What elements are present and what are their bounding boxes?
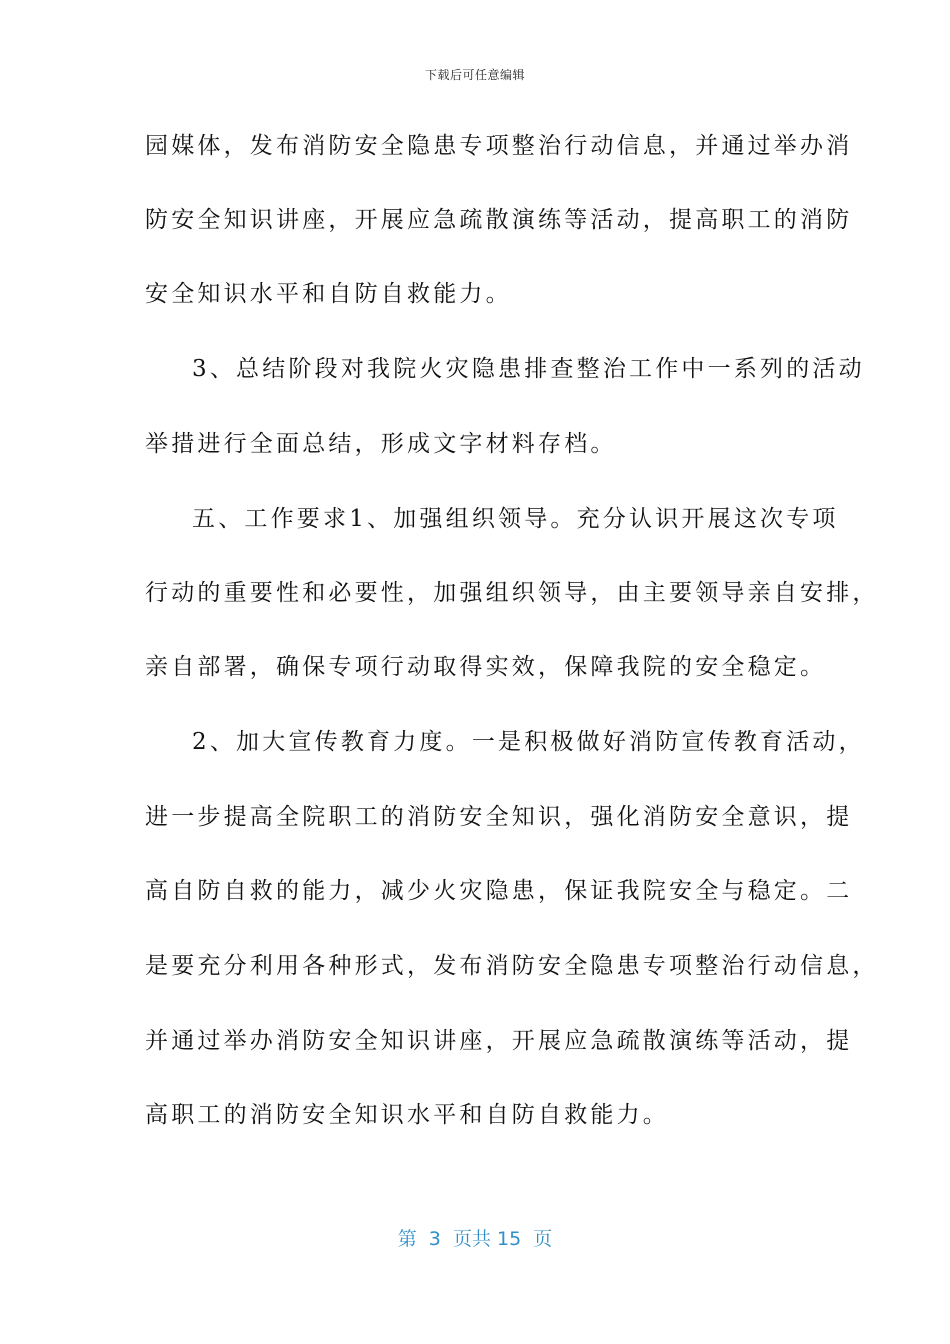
text-line: 安全知识水平和自防自救能力。: [145, 281, 512, 307]
text-line: 2、加大宣传教育力度。一是积极做好消防宣传教育活动，: [192, 729, 865, 755]
text-line: 园媒体，发布消防安全隐患专项整治行动信息，并通过举办消: [145, 133, 853, 159]
text-line: 行动的重要性和必要性，加强组织领导，由主要领导亲自安排，: [145, 580, 879, 606]
text-line: 3、总结阶段对我院火灾隐患排查整治工作中一系列的活动: [192, 356, 865, 382]
text-line: 防安全知识讲座，开展应急疏散演练等活动，提高职工的消防: [145, 207, 853, 233]
page-number: 第 3 页共 15 页: [397, 1228, 553, 1250]
text-line: 进一步提高全院职工的消防安全知识，强化消防安全意识，提: [145, 804, 853, 830]
header-note: 下载后可任意编辑: [424, 68, 525, 82]
text-line: 高职工的消防安全知识水平和自防自救能力。: [145, 1102, 669, 1128]
text-line: 高自防自救的能力，减少火灾隐患，保证我院安全与稳定。二: [145, 878, 853, 904]
text-line: 亲自部署，确保专项行动取得实效，保障我院的安全稳定。: [145, 654, 827, 680]
text-line: 并通过举办消防安全知识讲座，开展应急疏散演练等活动，提: [145, 1028, 853, 1054]
text-line: 举措进行全面总结，形成文字材料存档。: [145, 431, 617, 457]
text-line: 是要充分利用各种形式，发布消防安全隐患专项整治行动信息，: [145, 953, 879, 979]
text-line: 五、工作要求1、加强组织领导。充分认识开展这次专项: [192, 506, 839, 532]
